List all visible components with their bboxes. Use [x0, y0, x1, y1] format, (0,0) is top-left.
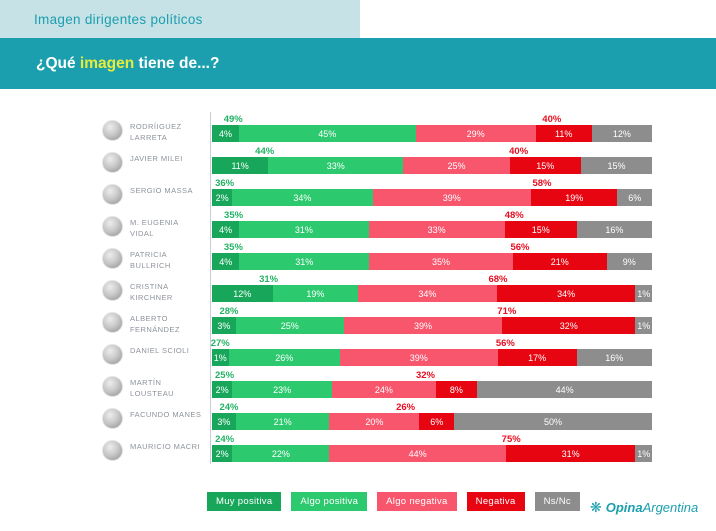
politician — [102, 312, 206, 336]
bar-segment — [369, 253, 513, 270]
segment-label: 31% — [561, 448, 580, 459]
bar-segment — [212, 253, 239, 270]
bar-segment — [239, 253, 369, 270]
politician — [102, 408, 206, 429]
bar-segment — [212, 285, 273, 302]
segment-label: 12% — [612, 128, 631, 139]
stacked-bar-chart — [0, 112, 716, 464]
brand-name-light: Argentina — [642, 500, 699, 515]
bar-total-labels — [212, 272, 652, 285]
positive-total-label: 35% — [223, 242, 243, 253]
segment-label: 4% — [219, 128, 233, 139]
segment-label: 34% — [557, 288, 576, 299]
positive-total-label: 49% — [223, 114, 243, 125]
bar-segment — [581, 157, 652, 174]
positive-total-label: 31% — [259, 274, 279, 285]
negative-total-label: 32% — [415, 370, 435, 381]
segment-label: 4% — [219, 224, 233, 235]
bar-segment — [502, 317, 635, 334]
politician-name: FACUNDO MANES — [130, 410, 202, 419]
bar-segment — [212, 413, 236, 430]
bar-segment — [212, 317, 236, 334]
chart-row — [0, 336, 716, 368]
report-tab-label: Imagen dirigentes políticos — [34, 11, 203, 27]
negative-total-label: 56% — [495, 338, 515, 349]
chart-row — [0, 400, 716, 432]
negative-total-label: 26% — [396, 402, 416, 413]
bar-segment — [498, 349, 577, 366]
bar-segment — [513, 253, 607, 270]
segment-label: 25% — [280, 320, 299, 331]
bar-segment — [329, 445, 505, 462]
segment-label: 1% — [637, 448, 651, 459]
brand-name-bold: Opina — [605, 500, 643, 515]
segment-label: 16% — [605, 352, 624, 363]
bar-segment — [229, 349, 340, 366]
politician-avatar — [102, 216, 123, 237]
negative-total-label: 75% — [501, 434, 521, 445]
stacked-bar — [212, 253, 652, 270]
politician — [102, 344, 206, 365]
segment-label: 3% — [217, 416, 231, 427]
brand-logo — [590, 499, 698, 516]
bar-segment — [236, 413, 330, 430]
segment-label: 1% — [637, 288, 651, 299]
politician-avatar — [102, 152, 123, 173]
stacked-bar — [212, 349, 652, 366]
legend-item: Ns/Nc — [535, 492, 580, 511]
politician-avatar — [102, 312, 123, 333]
chart-row — [0, 208, 716, 240]
politician-name: SERGIO MASSA — [130, 186, 193, 195]
chart-rows — [0, 112, 716, 464]
bar-segment — [340, 349, 498, 366]
bar-segment — [268, 157, 403, 174]
segment-label: 26% — [275, 352, 294, 363]
chart-row — [0, 432, 716, 464]
segment-label: 16% — [605, 224, 624, 235]
positive-total-label: 24% — [215, 434, 235, 445]
stacked-bar — [212, 285, 652, 302]
politician-name: CRISTINA KIRCHNER — [130, 282, 173, 302]
positive-total-label: 25% — [214, 370, 235, 381]
segment-label: 2% — [215, 192, 229, 203]
segment-label: 6% — [628, 192, 642, 203]
politician-name: MAURICIO MACRI — [130, 442, 201, 451]
positive-total-label: 24% — [219, 402, 239, 413]
bar-segment — [477, 381, 652, 398]
bar-segment — [273, 285, 358, 302]
question-suffix: tiene de...? — [134, 54, 220, 72]
bar-segment — [635, 285, 652, 302]
bar-segment — [577, 349, 652, 366]
segment-label: 12% — [233, 288, 252, 299]
bar-segment — [212, 157, 268, 174]
segment-label: 4% — [219, 256, 233, 267]
bar-segment — [332, 381, 436, 398]
politician-name: MARTÍN LOUSTEAU — [130, 378, 175, 398]
bar-segment — [358, 285, 497, 302]
stacked-bar — [212, 445, 652, 462]
bar-segment — [212, 349, 229, 366]
bar-total-labels — [212, 240, 652, 253]
segment-label: 11% — [231, 160, 249, 171]
bar-segment — [592, 125, 652, 142]
bar-segment — [369, 221, 505, 238]
bar-segment — [635, 445, 652, 462]
bar-segment — [232, 445, 329, 462]
segment-label: 15% — [607, 160, 626, 171]
politician-avatar — [102, 408, 123, 429]
segment-label: 15% — [531, 224, 550, 235]
bar-segment — [577, 221, 652, 238]
segment-label: 39% — [409, 352, 428, 363]
segment-label: 20% — [365, 416, 384, 427]
segment-label: 33% — [326, 160, 345, 171]
chart-row — [0, 176, 716, 208]
segment-label: 2% — [215, 384, 229, 395]
report-tab — [0, 0, 360, 38]
segment-label: 31% — [294, 224, 313, 235]
bar-segment — [635, 317, 652, 334]
bar-segment — [344, 317, 502, 334]
question-highlight: imagen — [79, 54, 135, 72]
stacked-bar — [212, 317, 652, 334]
stacked-bar — [212, 189, 652, 206]
segment-label: 19% — [306, 288, 325, 299]
politician — [102, 440, 206, 461]
politician-avatar — [102, 248, 123, 269]
bar-segment — [454, 413, 652, 430]
segment-label: 9% — [622, 256, 636, 267]
segment-label: 31% — [295, 256, 314, 267]
segment-label: 39% — [442, 192, 461, 203]
bar-total-labels — [212, 208, 652, 221]
bar-segment — [506, 445, 636, 462]
bar-total-labels — [212, 432, 652, 445]
segment-label: 35% — [431, 256, 450, 267]
politician-avatar — [102, 440, 123, 461]
segment-label: 34% — [293, 192, 312, 203]
chart-row — [0, 240, 716, 272]
bar-segment — [536, 125, 592, 142]
segment-label: 6% — [430, 416, 444, 427]
bar-total-labels — [212, 176, 652, 189]
stacked-bar — [212, 157, 652, 174]
positive-total-label: 35% — [224, 210, 244, 221]
legend-item: Algo positiva — [291, 492, 367, 511]
politician-avatar — [102, 120, 123, 141]
segment-label: 50% — [544, 416, 563, 427]
segment-label: 21% — [273, 416, 292, 427]
bar-segment — [329, 413, 419, 430]
segment-label: 3% — [217, 320, 231, 331]
segment-label: 45% — [318, 128, 337, 139]
stacked-bar — [212, 221, 652, 238]
bar-segment — [239, 221, 368, 238]
bar-total-labels — [212, 336, 652, 349]
stacked-bar — [212, 381, 652, 398]
politician — [102, 184, 206, 205]
bar-segment — [617, 189, 652, 206]
stacked-bar — [212, 125, 652, 142]
legend-item: Negativa — [467, 492, 525, 511]
segment-label: 44% — [555, 384, 574, 395]
politician — [102, 120, 206, 144]
chart-row — [0, 272, 716, 304]
legend-item: Muy positiva — [207, 492, 281, 511]
politician — [102, 376, 206, 400]
segment-label: 1% — [637, 320, 651, 331]
politician-avatar — [102, 344, 123, 365]
bar-total-labels — [212, 112, 652, 125]
politician — [102, 280, 206, 304]
bar-segment — [531, 189, 617, 206]
segment-label: 34% — [418, 288, 437, 299]
bar-segment — [212, 189, 232, 206]
positive-total-label: 36% — [215, 178, 235, 189]
bar-segment — [373, 189, 531, 206]
politician-name: DANIEL SCIOLI — [130, 346, 190, 355]
politician-avatar — [102, 376, 123, 397]
negative-total-label: 68% — [488, 274, 508, 285]
segment-label: 21% — [550, 256, 569, 267]
politician-avatar — [102, 280, 123, 301]
segment-label: 19% — [565, 192, 584, 203]
politician-avatar — [102, 184, 123, 205]
bar-segment — [510, 157, 581, 174]
segment-label: 39% — [414, 320, 433, 331]
bar-segment — [419, 413, 454, 430]
segment-label: 17% — [528, 352, 547, 363]
chart-row — [0, 144, 716, 176]
bar-segment — [436, 381, 478, 398]
segment-label: 23% — [273, 384, 292, 395]
bar-total-labels — [212, 368, 652, 381]
positive-total-label: 44% — [255, 146, 275, 157]
politician-name: RODRÍIGUEZ LARRETA — [130, 122, 182, 142]
politician — [102, 216, 206, 240]
bar-total-labels — [212, 400, 652, 413]
bar-segment — [212, 381, 232, 398]
politician-name: ALBERTO FERNÁNDEZ — [130, 314, 180, 334]
bar-total-labels — [212, 144, 652, 157]
segment-label: 1% — [213, 352, 227, 363]
chart-row — [0, 112, 716, 144]
legend-item: Algo negativa — [377, 492, 456, 511]
segment-label: 11% — [555, 128, 573, 139]
positive-total-label: 28% — [219, 306, 239, 317]
negative-total-label: 56% — [510, 242, 530, 253]
segment-label: 44% — [408, 448, 427, 459]
question-band — [0, 38, 716, 89]
bar-segment — [505, 221, 577, 238]
legend — [207, 492, 580, 511]
negative-total-label: 58% — [532, 178, 552, 189]
negative-total-label: 40% — [542, 114, 562, 125]
positive-total-label: 27% — [210, 338, 230, 349]
segment-label: 32% — [559, 320, 578, 331]
politician-name: M. EUGENIA VIDAL — [130, 218, 179, 238]
segment-label: 15% — [536, 160, 555, 171]
question-prefix: ¿Qué — [36, 54, 80, 72]
segment-label: 8% — [449, 384, 463, 395]
bar-segment — [403, 157, 510, 174]
negative-total-label: 48% — [504, 210, 524, 221]
politician-name: PATRICIA BULLRICH — [130, 250, 171, 270]
bar-segment — [212, 221, 239, 238]
asterisk-flower-icon: ❋ — [590, 499, 602, 515]
chart-row — [0, 368, 716, 400]
bar-segment — [236, 317, 344, 334]
segment-label: 24% — [374, 384, 393, 395]
bar-segment — [416, 125, 536, 142]
negative-total-label: 71% — [497, 306, 517, 317]
bar-segment — [212, 445, 232, 462]
segment-label: 22% — [271, 448, 290, 459]
bar-segment — [239, 125, 415, 142]
segment-label: 2% — [215, 448, 229, 459]
segment-label: 29% — [466, 128, 485, 139]
bar-segment — [497, 285, 636, 302]
bar-segment — [607, 253, 652, 270]
bar-total-labels — [212, 304, 652, 317]
bar-segment — [232, 381, 332, 398]
bar-segment — [232, 189, 372, 206]
politician-name: JAVIER MILEI — [130, 154, 183, 163]
politician — [102, 152, 206, 173]
stacked-bar — [212, 413, 652, 430]
negative-total-label: 40% — [509, 146, 529, 157]
segment-label: 33% — [427, 224, 446, 235]
chart-row — [0, 304, 716, 336]
politician — [102, 248, 206, 272]
bar-segment — [212, 125, 239, 142]
segment-label: 25% — [447, 160, 466, 171]
